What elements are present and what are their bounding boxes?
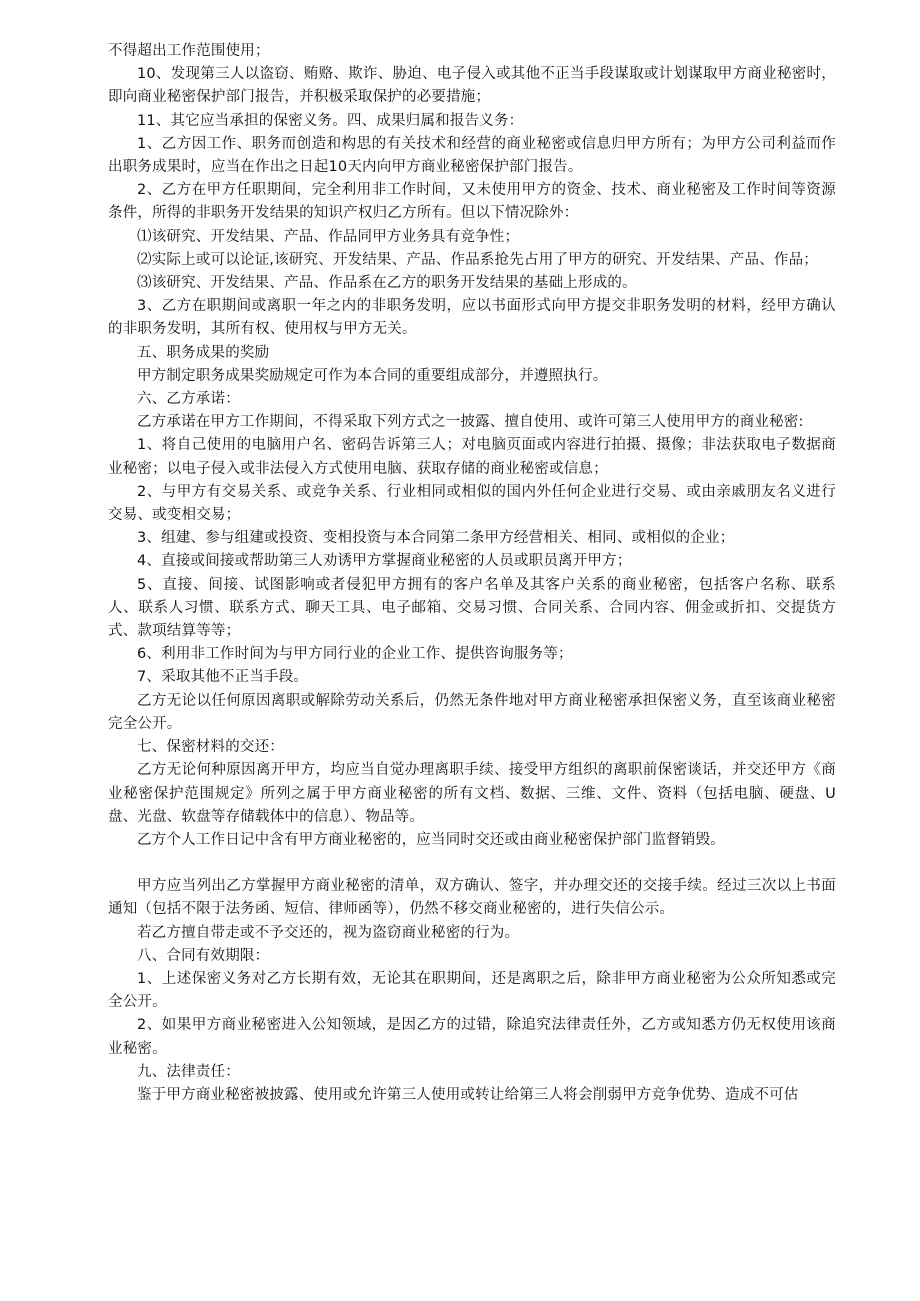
- document-page: [108, 40, 836, 1107]
- paragraph: 乙方承诺在甲方工作期间，不得采取下列方式之一披露、擅自使用、或许可第三人使用甲方的商业秘密:: [137, 414, 804, 431]
- paragraph: 2、乙方在甲方任职期间，完全利用非工作时间，又未使用甲方的资金、技术、商业秘密及工作时间等资源条件，所得的非职务开发结果的知识产权归乙方所有。但以下情况除外：: [108, 182, 836, 222]
- paragraph: 乙方个人工作日记中含有甲方商业秘密的，应当同时交还或由商业秘密保护部门监督销毁。: [137, 831, 725, 848]
- blank-line: [108, 852, 836, 875]
- paragraph: 4、直接或间接或帮助第三人劝诱甲方掌握商业秘密的人员或职员离开甲方；: [137, 553, 632, 570]
- paragraph: 不得超出工作范围使用；: [108, 43, 270, 59]
- paragraph: 若乙方擅自带走或不予交还的，视为盗窃商业秘密的行为。: [137, 924, 520, 941]
- paragraph: 1、上述保密义务对乙方长期有效，无论其在职期间，还是离职之后，除非甲方商业秘密为公众所知悉或完全公开。: [108, 970, 836, 1011]
- paragraph: 11、其它应当承担的保密义务。四、成果归属和报告义务：: [137, 112, 524, 129]
- paragraph: 2、如果甲方商业秘密进入公知领域，是因乙方的过错，除追究法律责任外，乙方或知悉方仍无权使用该商业秘密。: [108, 1017, 836, 1057]
- paragraph: 九、法律责任：: [137, 1063, 240, 1080]
- paragraph: 六、乙方承诺：: [137, 391, 240, 408]
- paragraph: ⑵实际上或可以论证,该研究、开发结果、产品、作品系抢先占用了甲方的研究、开发结果、产品、作品；: [137, 251, 819, 268]
- paragraph: 2、与甲方有交易关系、或竞争关系、行业相同或相似的国内外任何企业进行交易、或由亲戚朋友名义进行交易、或变相交易；: [108, 483, 836, 524]
- paragraph: 5、直接、间接、试图影响或者侵犯甲方拥有的客户名单及其客户关系的商业秘密，包括客户名称、联系人、联系人习惯、联系方式、聊天工具、电子邮箱、交易习惯、合同关系、合同内容、佣金或折扣、交提货方式、款项结算等等；: [108, 576, 836, 640]
- paragraph: 3、组建、参与组建或投资、变相投资与本合同第二条甲方经营相关、相同、或相似的企业；: [137, 530, 735, 547]
- paragraph: 6、利用非工作时间为与甲方同行业的企业工作、提供咨询服务等；: [137, 646, 573, 663]
- paragraph: 八、合同有效期限：: [137, 947, 270, 964]
- paragraph: ⑴该研究、开发结果、产品、作品同甲方业务具有竞争性；: [137, 228, 520, 245]
- paragraph: 7、采取其他不正当手段。: [137, 669, 309, 686]
- paragraph: 乙方无论以任何原因离职或解除劳动关系后，仍然无条件地对甲方商业秘密承担保密义务，直至该商业秘密完全公开。: [108, 692, 836, 732]
- paragraph: 3、乙方在职期间或离职一年之内的非职务发明，应以书面形式向甲方提交非职务发明的材料，经甲方确认的非职务发明，其所有权、使用权与甲方无关。: [108, 298, 836, 338]
- paragraph: 10、发现第三人以盗窃、贿赂、欺诈、胁迫、电子侵入或其他不正当手段谋取或计划谋取甲方商业秘密时，即向商业秘密保护部门报告，并积极采取保护的必要措施；: [108, 66, 836, 106]
- paragraph: 甲方制定职务成果奖励规定可作为本合同的重要组成部分，并遵照执行。: [137, 367, 608, 384]
- paragraph: 五、职务成果的奖励: [137, 344, 270, 361]
- paragraph: 1、将自己使用的电脑用户名、密码告诉第三人；对电脑页面或内容进行拍摄、摄像；非法获取电子数据商业秘密；以电子侵入或非法侵入方式使用电脑、获取存储的商业秘密或信息；: [108, 437, 836, 477]
- paragraph: 1、乙方因工作、职务而创造和构思的有关技术和经营的商业秘密或信息归甲方所有；为甲方公司利益而作出职务成果时，应当在作出之日起10天内向甲方商业秘密保护部门报告。: [108, 135, 836, 176]
- paragraph: 鉴于甲方商业秘密被披露、使用或允许第三人使用或转让给第三人将会削弱甲方竞争优势、造成不可估: [137, 1086, 799, 1103]
- paragraph: 甲方应当列出乙方掌握甲方商业秘密的清单，双方确认、签字，并办理交还的交接手续。经过三次以上书面通知（包括不限于法务函、短信、律师函等），仍然不移交商业秘密的，进行失信公示。: [108, 878, 836, 918]
- paragraph: ⑶该研究、开发结果、产品、作品系在乙方的职务开发结果的基础上形成的。: [137, 275, 637, 292]
- paragraph: 乙方无论何种原因离开甲方，均应当自觉办理离职手续、接受甲方组织的离职前保密谈话，并交还甲方《商业秘密保护范围规定》所列之属于甲方商业秘密的所有文档、数据、三维、文件、资料（包括电脑、硬盘、U盘、光盘、软盘等存储载体中的信息）、物品等。: [108, 762, 836, 825]
- paragraph: 七、保密材料的交还：: [137, 739, 284, 756]
